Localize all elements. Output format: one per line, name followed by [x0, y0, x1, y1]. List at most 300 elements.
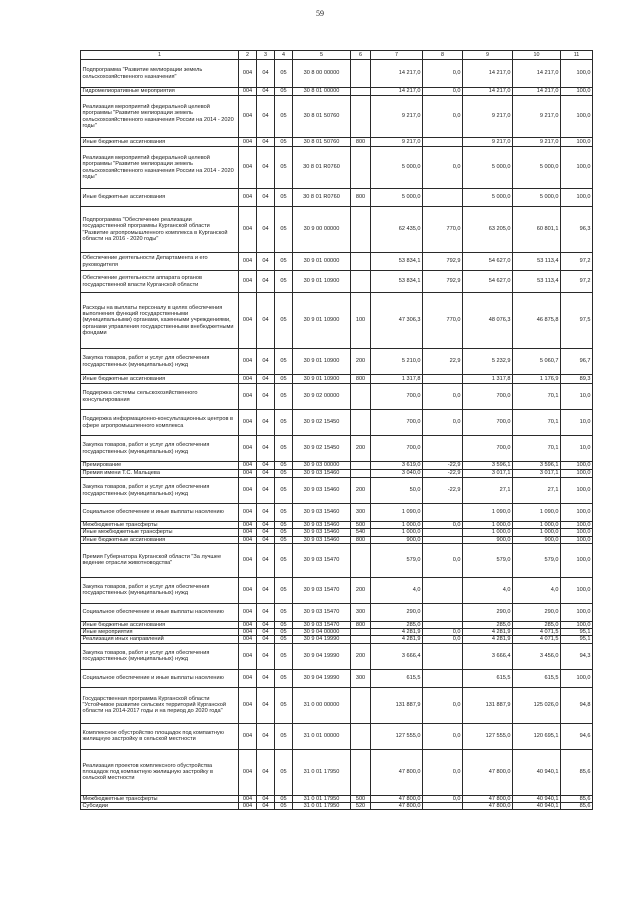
cell-approved: 4 281,9 — [371, 629, 423, 636]
table-row — [81, 349, 593, 375]
cell-section: 04 — [257, 603, 275, 621]
cell-target-code: 30 9 03 15470 — [293, 621, 351, 628]
row-name: Закупка товаров, работ и услуг для обеспечения государственных (муниципальных) нужд — [81, 478, 239, 504]
cell-subsection: 05 — [275, 189, 293, 207]
cell-expense-type: 520 — [351, 802, 371, 809]
row-name: Субсидии — [81, 802, 239, 809]
cell-section: 04 — [257, 96, 275, 138]
cell-approved: 3 619,0 — [371, 462, 423, 470]
cell-subsection: 05 — [275, 529, 293, 536]
cell-approved: 14 217,0 — [371, 88, 423, 96]
cell-percent: 100,0 — [561, 138, 593, 147]
cell-change: 0,0 — [423, 96, 463, 138]
cell-change: 770,0 — [423, 293, 463, 349]
cell-target-code: 30 9 03 15470 — [293, 603, 351, 621]
cell-percent: 100,0 — [561, 577, 593, 603]
cell-change: 0,0 — [423, 88, 463, 96]
cell-executed: 40 940,1 — [513, 749, 561, 795]
cell-change — [423, 504, 463, 522]
cell-change — [423, 536, 463, 543]
row-name: Иные межбюджетные трансферты — [81, 529, 239, 536]
cell-percent: 100,0 — [561, 621, 593, 628]
table-body — [81, 60, 593, 810]
cell-percent: 94,8 — [561, 687, 593, 723]
cell-approved: 5 000,0 — [371, 147, 423, 189]
cell-subsection: 05 — [275, 621, 293, 628]
cell-subsection: 05 — [275, 147, 293, 189]
cell-subsection: 05 — [275, 669, 293, 687]
cell-change: 0,0 — [423, 410, 463, 436]
column-header: 9 — [463, 51, 513, 60]
cell-plan: 700,0 — [463, 436, 513, 462]
cell-grbs: 004 — [239, 621, 257, 628]
cell-change: 0,0 — [423, 749, 463, 795]
cell-section: 04 — [257, 138, 275, 147]
cell-plan: 47 800,0 — [463, 749, 513, 795]
cell-target-code: 30 8 01 00000 — [293, 88, 351, 96]
page-number: 59 — [316, 9, 324, 18]
cell-section: 04 — [257, 293, 275, 349]
cell-target-code: 30 8 01 R0760 — [293, 189, 351, 207]
cell-change — [423, 138, 463, 147]
cell-grbs: 004 — [239, 207, 257, 253]
cell-plan: 4,0 — [463, 577, 513, 603]
cell-executed: 60 801,1 — [513, 207, 561, 253]
cell-grbs: 004 — [239, 60, 257, 88]
cell-subsection: 05 — [275, 253, 293, 271]
row-name: Иные бюджетные ассигнования — [81, 375, 239, 384]
cell-executed: 1 090,0 — [513, 504, 561, 522]
cell-subsection: 05 — [275, 436, 293, 462]
cell-target-code: 30 8 01 R0760 — [293, 147, 351, 189]
table-row — [81, 795, 593, 802]
column-header: 4 — [275, 51, 293, 60]
cell-approved: 1 090,0 — [371, 504, 423, 522]
cell-executed: 14 217,0 — [513, 60, 561, 88]
cell-percent: 100,0 — [561, 522, 593, 529]
column-header: 6 — [351, 51, 371, 60]
cell-expense-type — [351, 470, 371, 478]
cell-plan: 5 000,0 — [463, 147, 513, 189]
cell-expense-type — [351, 636, 371, 643]
cell-approved: 1 317,8 — [371, 375, 423, 384]
cell-plan: 9 217,0 — [463, 138, 513, 147]
table-row — [81, 207, 593, 253]
cell-target-code: 30 9 03 15470 — [293, 543, 351, 577]
cell-approved: 14 217,0 — [371, 60, 423, 88]
cell-percent: 100,0 — [561, 529, 593, 536]
cell-approved: 9 217,0 — [371, 138, 423, 147]
cell-plan: 4 281,9 — [463, 636, 513, 643]
table-row — [81, 504, 593, 522]
cell-plan: 5 000,0 — [463, 189, 513, 207]
cell-change: 0,0 — [423, 629, 463, 636]
cell-subsection: 05 — [275, 749, 293, 795]
cell-subsection: 05 — [275, 470, 293, 478]
cell-target-code: 30 9 01 10900 — [293, 349, 351, 375]
cell-expense-type: 200 — [351, 577, 371, 603]
cell-plan: 14 217,0 — [463, 88, 513, 96]
cell-grbs: 004 — [239, 293, 257, 349]
cell-plan: 54 627,0 — [463, 271, 513, 293]
cell-grbs: 004 — [239, 147, 257, 189]
cell-expense-type — [351, 207, 371, 253]
cell-grbs: 004 — [239, 253, 257, 271]
cell-approved: 700,0 — [371, 436, 423, 462]
cell-plan: 48 076,3 — [463, 293, 513, 349]
cell-percent: 85,6 — [561, 749, 593, 795]
cell-change: 22,9 — [423, 349, 463, 375]
cell-plan: 290,0 — [463, 603, 513, 621]
table-row — [81, 96, 593, 138]
cell-percent: 89,3 — [561, 375, 593, 384]
cell-approved: 4 281,9 — [371, 636, 423, 643]
row-name: Подпрограмма "Обеспечение реализации государственной программы Курганской области "Развитие агропромышленного комплекса в Курганской области на 2016 - 2020 годы" — [81, 207, 239, 253]
row-name: Поддержка системы сельскохозяйственного консультирования — [81, 384, 239, 410]
cell-subsection: 05 — [275, 96, 293, 138]
cell-approved: 47 800,0 — [371, 749, 423, 795]
cell-change: -22,9 — [423, 478, 463, 504]
cell-approved: 47 800,0 — [371, 802, 423, 809]
cell-expense-type: 200 — [351, 436, 371, 462]
cell-change — [423, 375, 463, 384]
cell-percent: 100,0 — [561, 470, 593, 478]
cell-grbs: 004 — [239, 536, 257, 543]
cell-executed: 46 875,8 — [513, 293, 561, 349]
cell-subsection: 05 — [275, 349, 293, 375]
cell-approved: 62 435,0 — [371, 207, 423, 253]
cell-executed: 53 113,4 — [513, 253, 561, 271]
cell-subsection: 05 — [275, 603, 293, 621]
cell-section: 04 — [257, 436, 275, 462]
table-row — [81, 669, 593, 687]
cell-subsection: 05 — [275, 723, 293, 749]
row-name: Реализация мероприятий федеральной целевой программы "Развитие мелиорации земель сельскохозяйственного назначения России на 2014 - 2020 годы" — [81, 96, 239, 138]
row-name: Социальное обеспечение и иные выплаты населению — [81, 603, 239, 621]
cell-plan: 47 800,0 — [463, 795, 513, 802]
cell-plan: 1 317,8 — [463, 375, 513, 384]
cell-grbs: 004 — [239, 88, 257, 96]
cell-grbs: 004 — [239, 577, 257, 603]
table-row — [81, 375, 593, 384]
cell-approved: 290,0 — [371, 603, 423, 621]
cell-section: 04 — [257, 636, 275, 643]
table-row — [81, 478, 593, 504]
cell-executed: 4 071,5 — [513, 629, 561, 636]
cell-grbs: 004 — [239, 410, 257, 436]
cell-subsection: 05 — [275, 271, 293, 293]
cell-subsection: 05 — [275, 384, 293, 410]
cell-approved: 5 000,0 — [371, 189, 423, 207]
cell-grbs: 004 — [239, 436, 257, 462]
column-header: 8 — [423, 51, 463, 60]
cell-section: 04 — [257, 522, 275, 529]
cell-percent: 94,3 — [561, 643, 593, 669]
cell-executed: 615,5 — [513, 669, 561, 687]
cell-target-code: 31 0 00 00000 — [293, 687, 351, 723]
table-row — [81, 189, 593, 207]
cell-executed: 1 000,0 — [513, 529, 561, 536]
row-name: Поддержка информационно-консультационных центров в сфере агропромышленного комплекса — [81, 410, 239, 436]
cell-plan: 127 555,0 — [463, 723, 513, 749]
cell-subsection: 05 — [275, 643, 293, 669]
cell-section: 04 — [257, 410, 275, 436]
row-name: Социальное обеспечение и иные выплаты населению — [81, 504, 239, 522]
cell-change: 0,0 — [423, 384, 463, 410]
row-name: Иные бюджетные ассигнования — [81, 621, 239, 628]
cell-executed: 285,0 — [513, 621, 561, 628]
cell-subsection: 05 — [275, 293, 293, 349]
table-row — [81, 536, 593, 543]
cell-target-code: 30 9 04 19990 — [293, 643, 351, 669]
cell-percent: 100,0 — [561, 504, 593, 522]
cell-approved: 579,0 — [371, 543, 423, 577]
cell-subsection: 05 — [275, 478, 293, 504]
row-name: Социальное обеспечение и иные выплаты населению — [81, 669, 239, 687]
cell-plan: 900,0 — [463, 536, 513, 543]
cell-executed: 900,0 — [513, 536, 561, 543]
cell-target-code: 31 0 01 17950 — [293, 795, 351, 802]
cell-executed: 120 695,1 — [513, 723, 561, 749]
cell-target-code: 30 8 00 00000 — [293, 60, 351, 88]
row-name: Закупка товаров, работ и услуг для обеспечения государственных (муниципальных) нужд — [81, 436, 239, 462]
cell-executed: 3 596,1 — [513, 462, 561, 470]
cell-section: 04 — [257, 643, 275, 669]
cell-subsection: 05 — [275, 88, 293, 96]
cell-plan: 1 090,0 — [463, 504, 513, 522]
cell-plan: 4 281,9 — [463, 629, 513, 636]
row-name: Подпрограмма "Развитие мелиорации земель сельскохозяйственного назначения" — [81, 60, 239, 88]
cell-executed: 40 940,1 — [513, 795, 561, 802]
row-name: Закупка товаров, работ и услуг для обеспечения государственных (муниципальных) нужд — [81, 643, 239, 669]
cell-expense-type: 800 — [351, 536, 371, 543]
header-row — [81, 51, 593, 60]
cell-percent: 100,0 — [561, 88, 593, 96]
column-header: 10 — [513, 51, 561, 60]
cell-executed: 53 113,4 — [513, 271, 561, 293]
cell-grbs: 004 — [239, 643, 257, 669]
cell-grbs: 004 — [239, 529, 257, 536]
cell-executed: 125 026,0 — [513, 687, 561, 723]
cell-executed: 5 000,0 — [513, 189, 561, 207]
cell-target-code: 30 9 02 15450 — [293, 410, 351, 436]
row-name: Реализация иных направлений — [81, 636, 239, 643]
cell-plan: 3 666,4 — [463, 643, 513, 669]
cell-grbs: 004 — [239, 749, 257, 795]
cell-grbs: 004 — [239, 636, 257, 643]
cell-percent: 97,2 — [561, 271, 593, 293]
cell-approved: 131 887,9 — [371, 687, 423, 723]
row-name: Иные бюджетные ассигнования — [81, 138, 239, 147]
cell-approved: 285,0 — [371, 621, 423, 628]
cell-target-code: 30 8 01 50760 — [293, 96, 351, 138]
cell-plan: 3 017,1 — [463, 470, 513, 478]
cell-expense-type — [351, 253, 371, 271]
cell-section: 04 — [257, 462, 275, 470]
cell-grbs: 004 — [239, 478, 257, 504]
cell-plan: 3 596,1 — [463, 462, 513, 470]
cell-target-code: 30 9 02 15450 — [293, 436, 351, 462]
cell-executed: 14 217,0 — [513, 88, 561, 96]
cell-expense-type: 800 — [351, 621, 371, 628]
cell-grbs: 004 — [239, 504, 257, 522]
cell-subsection: 05 — [275, 138, 293, 147]
cell-plan: 47 800,0 — [463, 802, 513, 809]
cell-approved: 50,0 — [371, 478, 423, 504]
cell-section: 04 — [257, 536, 275, 543]
cell-percent: 100,0 — [561, 478, 593, 504]
cell-plan: 14 217,0 — [463, 60, 513, 88]
cell-section: 04 — [257, 621, 275, 628]
row-name: Премия имени Т.С. Мальцева — [81, 470, 239, 478]
cell-approved: 1 000,0 — [371, 522, 423, 529]
row-name: Закупка товаров, работ и услуг для обеспечения государственных (муниципальных) нужд — [81, 577, 239, 603]
cell-target-code: 30 9 03 15460 — [293, 470, 351, 478]
cell-plan: 131 887,9 — [463, 687, 513, 723]
cell-change: 770,0 — [423, 207, 463, 253]
cell-change: -22,9 — [423, 462, 463, 470]
cell-grbs: 004 — [239, 462, 257, 470]
cell-percent: 100,0 — [561, 96, 593, 138]
cell-executed: 70,1 — [513, 384, 561, 410]
cell-expense-type: 800 — [351, 375, 371, 384]
cell-section: 04 — [257, 687, 275, 723]
cell-subsection: 05 — [275, 410, 293, 436]
column-header: 1 — [81, 51, 239, 60]
cell-percent: 97,5 — [561, 293, 593, 349]
cell-section: 04 — [257, 504, 275, 522]
table-row — [81, 636, 593, 643]
cell-section: 04 — [257, 669, 275, 687]
table-row — [81, 147, 593, 189]
cell-change — [423, 669, 463, 687]
cell-executed: 5 000,0 — [513, 147, 561, 189]
cell-expense-type: 100 — [351, 293, 371, 349]
cell-plan: 54 627,0 — [463, 253, 513, 271]
cell-approved: 700,0 — [371, 384, 423, 410]
table-row — [81, 462, 593, 470]
cell-approved: 700,0 — [371, 410, 423, 436]
cell-percent: 95,1 — [561, 636, 593, 643]
cell-approved: 615,5 — [371, 669, 423, 687]
cell-expense-type: 200 — [351, 349, 371, 375]
cell-approved: 53 834,1 — [371, 253, 423, 271]
cell-approved: 1 000,0 — [371, 529, 423, 536]
cell-section: 04 — [257, 88, 275, 96]
cell-percent: 10,0 — [561, 384, 593, 410]
cell-percent: 100,0 — [561, 60, 593, 88]
cell-target-code: 30 9 03 15460 — [293, 504, 351, 522]
cell-approved: 47 800,0 — [371, 795, 423, 802]
cell-change — [423, 802, 463, 809]
cell-section: 04 — [257, 207, 275, 253]
cell-executed: 579,0 — [513, 543, 561, 577]
cell-executed: 4 071,5 — [513, 636, 561, 643]
cell-grbs: 004 — [239, 629, 257, 636]
row-name: Межбюджетные трансферты — [81, 522, 239, 529]
cell-target-code: 30 9 03 15460 — [293, 522, 351, 529]
row-name: Иные бюджетные ассигнования — [81, 189, 239, 207]
cell-plan: 285,0 — [463, 621, 513, 628]
cell-target-code: 30 9 03 15460 — [293, 529, 351, 536]
cell-percent: 100,0 — [561, 603, 593, 621]
cell-grbs: 004 — [239, 543, 257, 577]
cell-expense-type — [351, 749, 371, 795]
cell-section: 04 — [257, 375, 275, 384]
cell-approved: 9 217,0 — [371, 96, 423, 138]
cell-subsection: 05 — [275, 504, 293, 522]
cell-executed: 9 217,0 — [513, 96, 561, 138]
cell-section: 04 — [257, 723, 275, 749]
cell-subsection: 05 — [275, 536, 293, 543]
cell-approved: 53 834,1 — [371, 271, 423, 293]
cell-target-code: 30 9 04 19990 — [293, 636, 351, 643]
cell-change — [423, 577, 463, 603]
cell-subsection: 05 — [275, 522, 293, 529]
cell-expense-type: 200 — [351, 478, 371, 504]
cell-grbs: 004 — [239, 470, 257, 478]
cell-expense-type: 500 — [351, 522, 371, 529]
cell-grbs: 004 — [239, 189, 257, 207]
cell-percent: 97,2 — [561, 253, 593, 271]
cell-plan: 700,0 — [463, 384, 513, 410]
cell-percent: 96,7 — [561, 349, 593, 375]
cell-plan: 579,0 — [463, 543, 513, 577]
cell-plan: 700,0 — [463, 410, 513, 436]
cell-change: 0,0 — [423, 543, 463, 577]
cell-change — [423, 603, 463, 621]
cell-percent: 85,6 — [561, 795, 593, 802]
cell-expense-type: 540 — [351, 529, 371, 536]
cell-executed: 70,1 — [513, 410, 561, 436]
table-row — [81, 138, 593, 147]
cell-subsection: 05 — [275, 543, 293, 577]
cell-expense-type — [351, 147, 371, 189]
cell-grbs: 004 — [239, 375, 257, 384]
cell-change: 792,9 — [423, 253, 463, 271]
cell-change — [423, 436, 463, 462]
table-row — [81, 603, 593, 621]
cell-target-code: 30 9 02 00000 — [293, 384, 351, 410]
row-name: Обеспечение деятельности аппарата органов государственной власти Курганской области — [81, 271, 239, 293]
cell-expense-type — [351, 723, 371, 749]
cell-percent: 100,0 — [561, 147, 593, 189]
column-header: 3 — [257, 51, 275, 60]
cell-approved: 127 555,0 — [371, 723, 423, 749]
cell-section: 04 — [257, 60, 275, 88]
cell-expense-type — [351, 96, 371, 138]
cell-plan: 615,5 — [463, 669, 513, 687]
cell-change: 0,0 — [423, 723, 463, 749]
table-row — [81, 643, 593, 669]
column-header: 7 — [371, 51, 423, 60]
cell-approved: 5 210,0 — [371, 349, 423, 375]
cell-subsection: 05 — [275, 577, 293, 603]
cell-grbs: 004 — [239, 603, 257, 621]
table-row — [81, 629, 593, 636]
cell-executed: 1 000,0 — [513, 522, 561, 529]
cell-percent: 85,6 — [561, 802, 593, 809]
cell-target-code: 31 0 01 17950 — [293, 749, 351, 795]
cell-plan: 1 000,0 — [463, 522, 513, 529]
cell-subsection: 05 — [275, 207, 293, 253]
cell-expense-type — [351, 410, 371, 436]
cell-subsection: 05 — [275, 629, 293, 636]
row-name: Расходы на выплаты персоналу в целях обеспечения выполнения функций государственными (муниципальными) органами, казенными учреждениями, органами управления государственными внебюджетными фондами — [81, 293, 239, 349]
row-name: Государственная программа Курганской области "Устойчивое развитие сельских территорий Курганской области на 2014-2017 годы и на период до 2020 года" — [81, 687, 239, 723]
cell-target-code: 31 0 01 17950 — [293, 802, 351, 809]
cell-subsection: 05 — [275, 687, 293, 723]
